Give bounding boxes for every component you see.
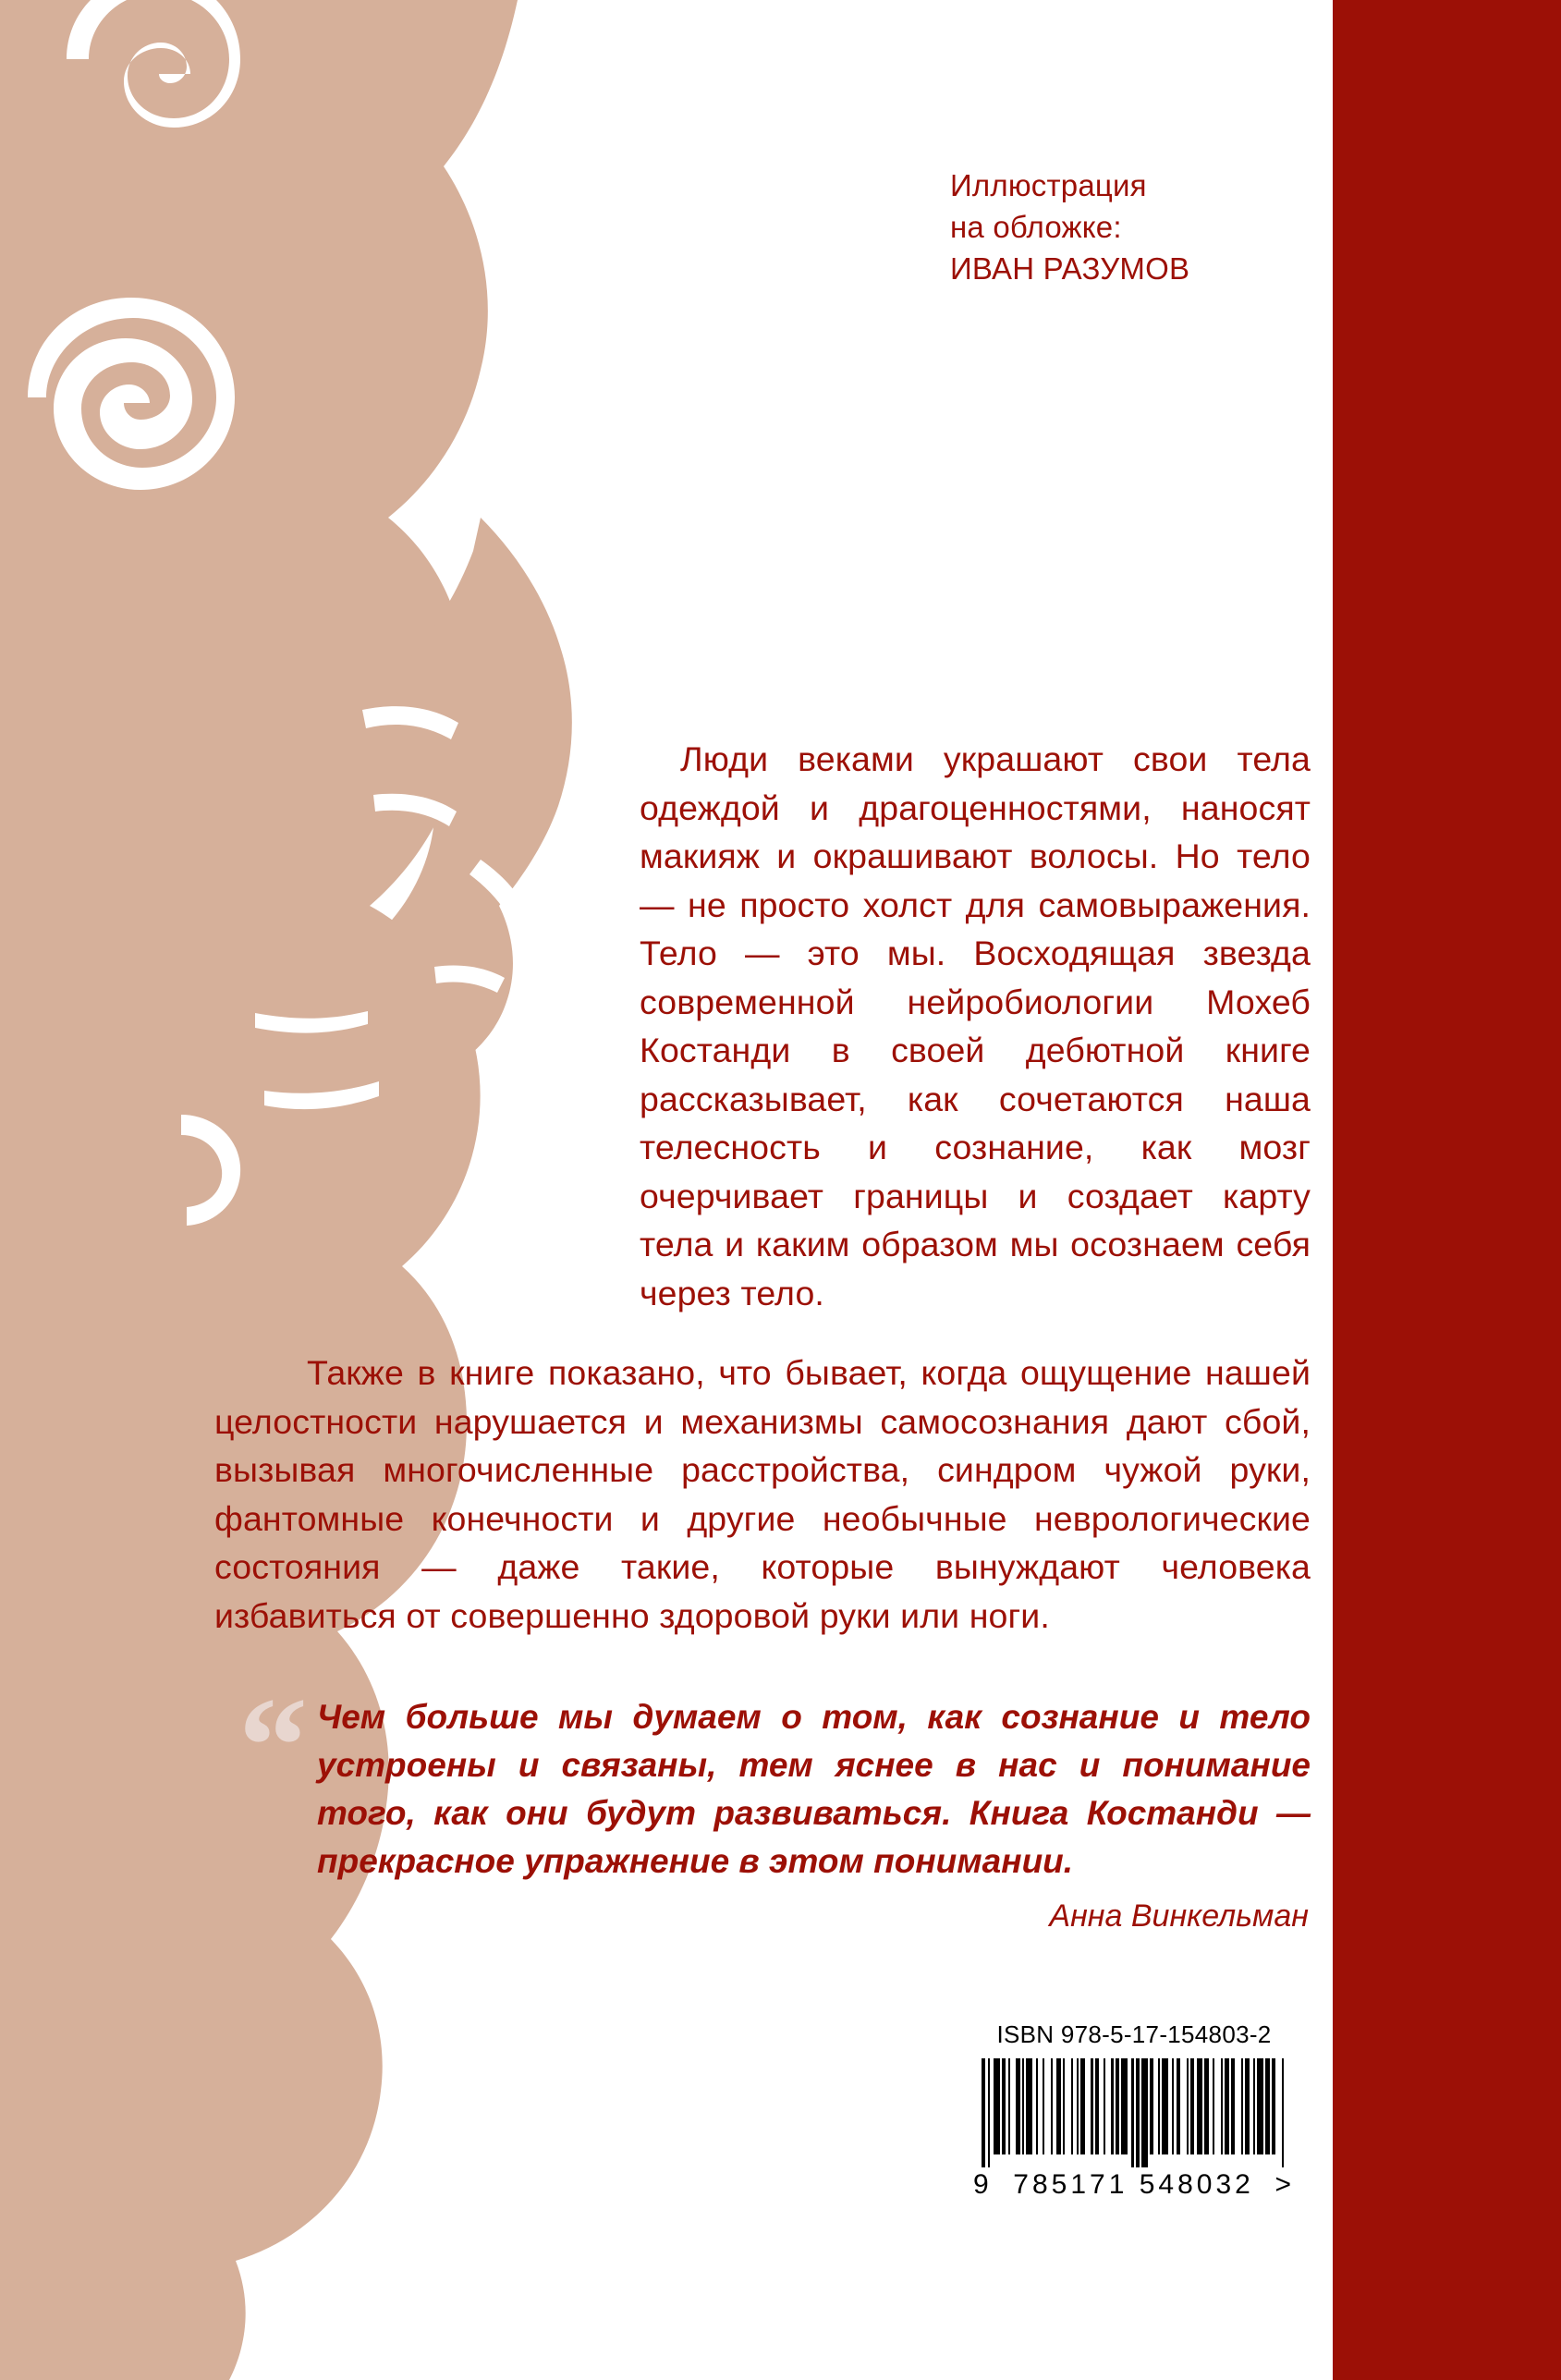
barcode-digits [973,2169,1295,2201]
quote-text: Чем больше мы думаем о том, как сознание и тело устроены и связаны, тем яснее в нас и понимание того, как они будут развиваться. Книга Костанди — прекрасное упражнение в этом понимании. [317,1698,1311,1880]
blurb-paragraph-2: Также в книге показано, что бывает, когда ощущение нашей целостности нарушается и механизмы самосознания дают сбой, вызывая многочисленные расстройства, синдром чужой руки, фантомные конечности и другие необычные неврологические состояния — даже такие, которые вынуждают человека избавиться от совершенно здоровой руки или ноги. [214,1353,1311,1635]
isbn-text: ISBN 978-5-17-154803-2 [996,2020,1272,2048]
pull-quote [238,1669,1311,1937]
credit-line-1: Иллюстрация [950,168,1147,202]
barcode-digit-left: 9 [973,2169,993,2200]
credit-line-2: на обложке: [950,210,1122,244]
barcode-area [954,2020,1314,2201]
barcode-digit-right: > [1274,2169,1295,2200]
credit-line-3: ИВАН РАЗУМОВ [950,251,1190,286]
illustration-credit [950,165,1311,289]
back-cover-blurb [214,735,1311,1640]
right-color-band [1333,0,1561,2380]
blurb-paragraph-1: Люди веками украшают свои тела одеждой и драгоценностями, наносят макияж и окрашивают волосы. Но тело — не просто холст для самовыражения. Тело — это мы. Восходящая звезда современной нейробиологии Мохеб Костанди в своей дебютной книге рассказывает, как сочетаются наша телесность и сознание, как мозг очерчивает границы и создает карту тела и каким образом мы осознаем себя через тело. [640,739,1311,1312]
barcode-digit-main: 785171 548032 [1013,2169,1254,2200]
barcode-bars [982,2058,1287,2167]
quote-author: Анна Винкельман [1049,1898,1309,1934]
quote-mark-icon: “ [238,1669,308,1823]
